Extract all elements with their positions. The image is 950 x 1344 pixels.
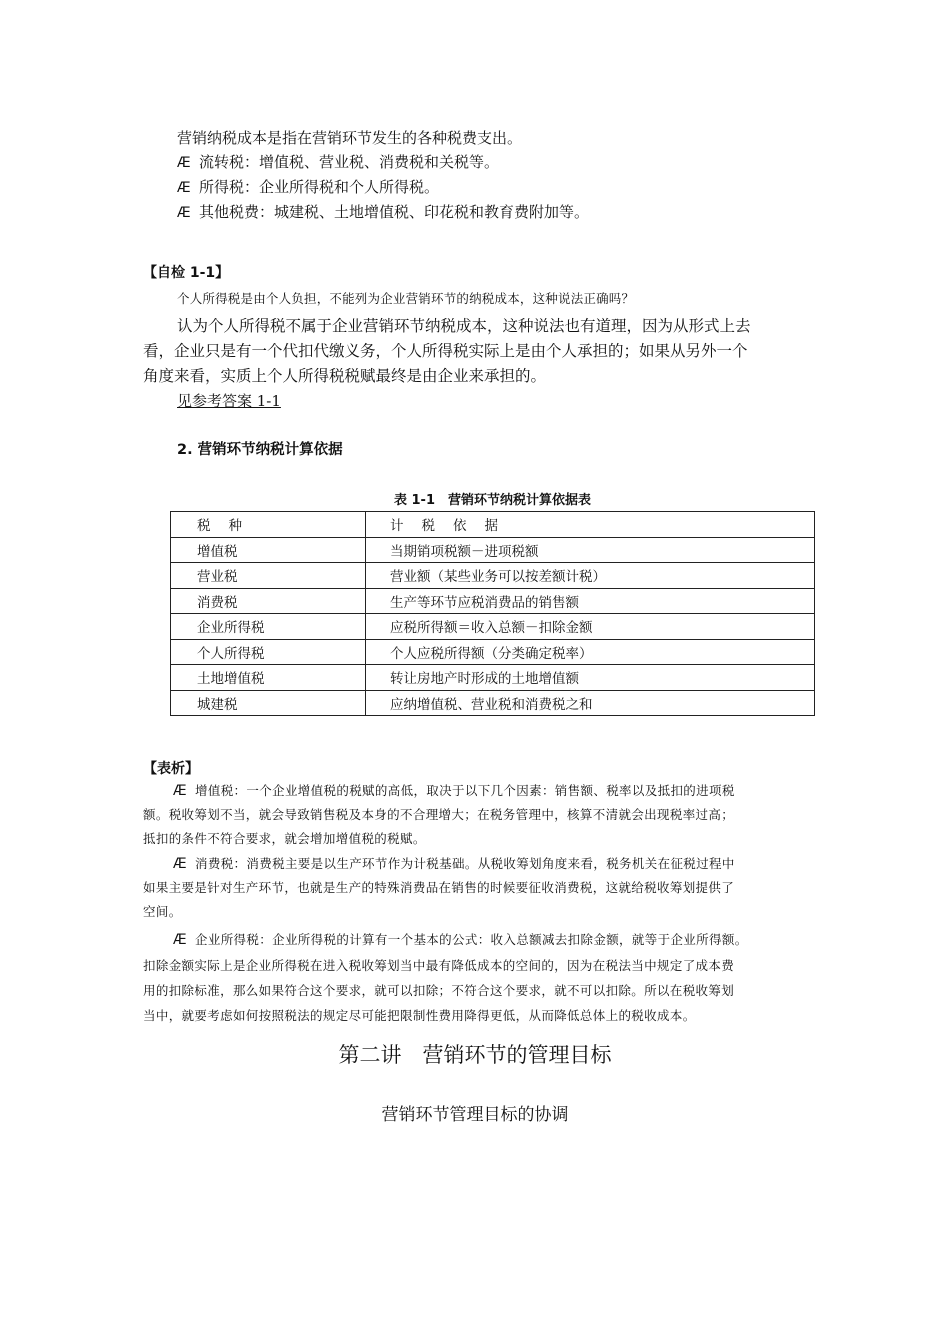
header-text: 计税依据 xyxy=(390,518,516,535)
table-row xyxy=(171,537,815,563)
self-check-question: 个人所得税是由个人负担，不能列为企业营销环节的纳税成本，这种说法正确吗？ xyxy=(177,291,635,306)
analysis-text: 消费税：消费税主要是以生产环节作为计税基础。从税收筹划角度来看，税务机关在征税过程中 xyxy=(195,856,735,871)
bullet-icon: Æ xyxy=(177,180,191,196)
lecture-subtitle: 营销环节管理目标的协调 xyxy=(381,1105,569,1125)
table-header-row xyxy=(171,512,815,538)
table-cell-tax-type: 土地增值税 xyxy=(171,665,366,691)
intro-item-text: 其他税费：城建税、土地增值税、印花税和教育费附加等。 xyxy=(199,203,590,221)
analysis-heading: 【表析】 xyxy=(143,761,199,777)
analysis-line: 空间。 xyxy=(143,904,182,919)
bullet-icon: Æ xyxy=(177,155,191,171)
section-heading: 2. 营销环节纳税计算依据 xyxy=(177,442,343,458)
self-check-answer-line: 看，企业只是有一个代扣代缴义务，个人所得税实际上是由个人承担的；如果从另外一个 xyxy=(143,342,748,360)
analysis-line: 额。税收筹划不当，就会导致销售税及本身的不合理增大；在税务管理中，核算不清就会出现税率过高； xyxy=(143,807,735,822)
table-cell-tax-type: 城建税 xyxy=(171,690,366,716)
table-cell-basis: 生产等环节应税消费品的销售额 xyxy=(366,588,815,614)
table-row xyxy=(171,614,815,640)
table-cell-basis: 应纳增值税、营业税和消费税之和 xyxy=(366,690,815,716)
intro-item xyxy=(177,177,439,198)
self-check-heading: 【自检 1-1】 xyxy=(143,265,230,281)
analysis-text: 企业所得税：企业所得税的计算有一个基本的公式：收入总额减去扣除金额，就等于企业所得额。 xyxy=(195,932,748,947)
table-cell-basis: 个人应税所得额（分类确定税率） xyxy=(366,639,815,665)
intro-item xyxy=(177,202,589,223)
intro-item xyxy=(177,152,499,173)
table-header-basis xyxy=(366,512,815,538)
table-row xyxy=(171,639,815,665)
analysis-line: 用的扣除标准，那么如果符合这个要求，就可以扣除；不符合这个要求，就不可以扣除。所以在税收筹划 xyxy=(143,983,735,998)
analysis-line xyxy=(173,931,748,949)
intro-lead: 营销纳税成本是指在营销环节发生的各种税费支出。 xyxy=(177,129,523,147)
analysis-text: 增值税：一个企业增值税的税赋的高低，取决于以下几个因素：销售额、税率以及抵扣的进项税 xyxy=(195,783,735,798)
table-cell-tax-type: 消费税 xyxy=(171,588,366,614)
analysis-line xyxy=(173,855,735,873)
lecture-title: 第二讲 营销环节的管理目标 xyxy=(338,1043,612,1067)
table-cell-tax-type: 增值税 xyxy=(171,537,366,563)
bullet-icon: Æ xyxy=(173,856,187,872)
self-check-answer-line: 认为个人所得税不属于企业营销环节纳税成本，这种说法也有道理，因为从形式上去 xyxy=(177,317,751,335)
self-check-answer-line: 角度来看，实质上个人所得税税赋最终是由企业来承担的。 xyxy=(143,367,547,385)
intro-item-text: 流转税：增值税、营业税、消费税和关税等。 xyxy=(199,153,500,171)
bullet-icon: Æ xyxy=(173,932,187,948)
table-cell-tax-type: 企业所得税 xyxy=(171,614,366,640)
table-row xyxy=(171,563,815,589)
table-row xyxy=(171,588,815,614)
header-text: 税种 xyxy=(197,518,260,535)
table-cell-basis: 营业额（某些业务可以按差额计税） xyxy=(366,563,815,589)
table-cell-tax-type: 营业税 xyxy=(171,563,366,589)
bullet-icon: Æ xyxy=(177,205,191,221)
analysis-line: 抵扣的条件不符合要求，就会增加增值税的税赋。 xyxy=(143,831,426,846)
reference-answer-link[interactable]: 见参考答案 1-1 xyxy=(177,392,281,410)
table-cell-tax-type: 个人所得税 xyxy=(171,639,366,665)
table-header-tax-type xyxy=(171,512,366,538)
intro-item-text: 所得税：企业所得税和个人所得税。 xyxy=(199,178,440,196)
table-row xyxy=(171,690,815,716)
table-cell-basis: 应税所得额＝收入总额－扣除金额 xyxy=(366,614,815,640)
analysis-line xyxy=(173,782,735,800)
tax-basis-table xyxy=(170,511,815,716)
analysis-line: 扣除金额实际上是企业所得税在进入税收筹划当中最有降低成本的空间的，因为在税法当中规定了成本费 xyxy=(143,958,735,973)
table-row xyxy=(171,665,815,691)
analysis-line: 如果主要是针对生产环节，也就是生产的特殊消费品在销售的时候要征收消费税，这就给税收筹划提供了 xyxy=(143,880,735,895)
table-cell-basis: 当期销项税额－进项税额 xyxy=(366,537,815,563)
bullet-icon: Æ xyxy=(173,783,187,799)
table-cell-basis: 转让房地产时形成的土地增值额 xyxy=(366,665,815,691)
analysis-line: 当中，就要考虑如何按照税法的规定尽可能把限制性费用降得更低，从而降低总体上的税收成本。 xyxy=(143,1008,696,1023)
table-caption: 表 1-1 营销环节纳税计算依据表 xyxy=(393,493,591,508)
